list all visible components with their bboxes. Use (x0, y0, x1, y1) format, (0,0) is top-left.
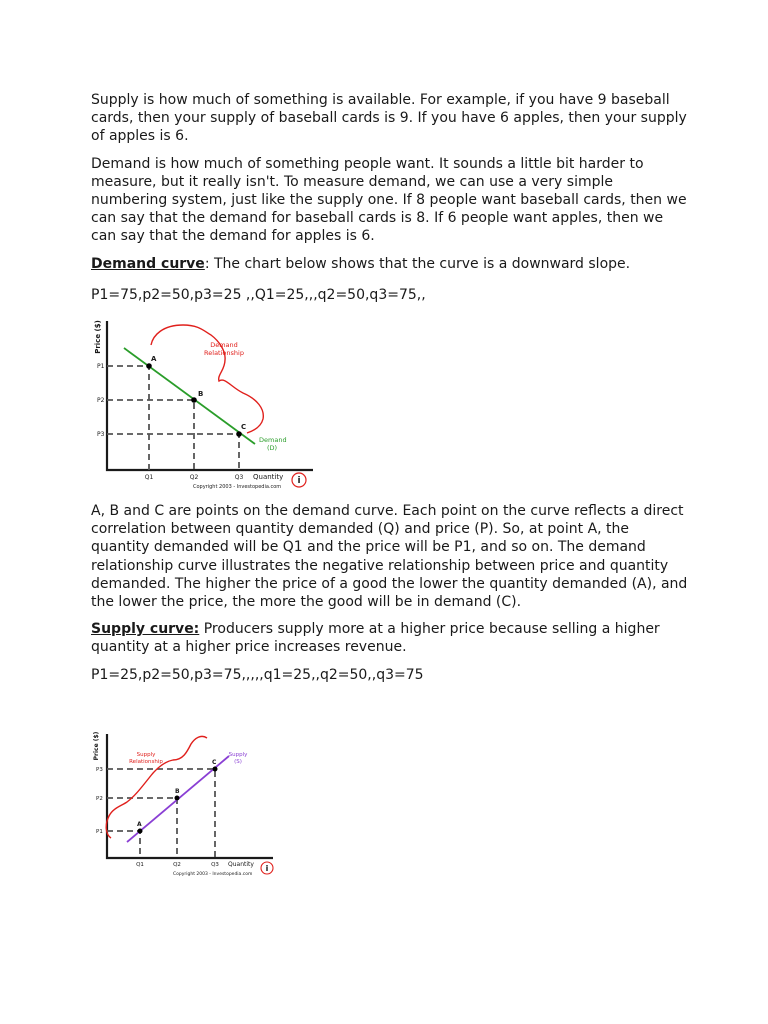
supply-axes (107, 734, 273, 858)
paragraph-demand-definition: Demand is how much of something people want. It sounds a little bit harder to measure, but it really isn't. To measure demand, we can use a very simple numbering system, just like the supply one. If 8 people want baseball cards, then we can say that the demand for baseball cards is 8. If 6 people want apples, then we can say that the demand for apples is 6. (91, 155, 687, 245)
demand-curve-figure (91, 315, 321, 499)
supply-point-c (213, 767, 218, 772)
supply-tick-p3: P3 (96, 767, 103, 773)
demand-tick-q1: Q1 (144, 474, 154, 481)
supply-tick-p2: P2 (96, 796, 103, 802)
demand-relationship-label-2: Relationship (204, 349, 244, 357)
supply-point-c-label: C (212, 759, 217, 766)
supply-curve-label-2: (S) (234, 759, 242, 765)
investopedia-logo-glyph-2: i (265, 864, 269, 873)
supply-x-axis-label: Quantity (228, 861, 254, 868)
supply-relationship-label-2: Relationship (129, 759, 163, 765)
paragraph-demand-values: P1=75,p2=50,p3=25 ,,Q1=25,,,q2=50,q3=75,, (91, 286, 426, 303)
lower-text-block (91, 502, 691, 693)
supply-curve-chart (91, 730, 291, 880)
supply-curve-label-1: Supply (228, 752, 248, 758)
demand-curve-label-2: (D) (267, 444, 278, 452)
supply-point-b-label: B (175, 788, 180, 795)
demand-point-a-label: A (151, 355, 157, 363)
demand-x-axis-label: Quantity (253, 473, 284, 481)
investopedia-logo-glyph: i (297, 476, 301, 486)
demand-guide-b (107, 400, 194, 470)
demand-curve-chart (91, 315, 321, 495)
supply-tick-q1: Q1 (136, 862, 144, 868)
demand-guide-c (107, 434, 239, 470)
demand-y-axis-label: Price ($) (94, 320, 102, 354)
supply-curve-figure (91, 730, 291, 884)
demand-copyright: Copyright 2003 - Investopedia.com (193, 484, 282, 490)
demand-tick-p2: P2 (97, 397, 105, 404)
demand-point-c (236, 431, 242, 437)
demand-curve-text: : The chart below shows that the curve is a downward slope. (204, 255, 631, 272)
paragraph-supply-curve (91, 620, 691, 656)
paragraph-supply-values: P1=25,p2=50,p3=75,,,,,q1=25,,q2=50,,q3=75 (91, 666, 424, 683)
supply-point-a (138, 829, 143, 834)
demand-point-b (191, 397, 197, 403)
supply-curve-heading: Supply curve: (91, 621, 200, 638)
supply-point-b (175, 796, 180, 801)
demand-line (124, 348, 255, 444)
paragraph-demand-curve (91, 255, 691, 273)
demand-tick-q3: Q3 (234, 474, 244, 481)
demand-tick-p3: P3 (97, 431, 105, 438)
supply-relationship-label-1: Supply (136, 752, 156, 758)
supply-tick-p1: P1 (96, 829, 103, 835)
supply-y-axis-label: Price ($) (93, 731, 100, 761)
demand-curve-label-1: Demand (259, 436, 287, 444)
demand-point-c-label: C (241, 423, 247, 431)
demand-relationship-brace (151, 325, 263, 433)
document-body (91, 91, 691, 877)
demand-curve-heading: Demand curve (91, 255, 205, 272)
supply-tick-q2: Q2 (173, 862, 181, 868)
supply-copyright: Copyright 2003 - Investopedia.com (173, 872, 253, 877)
supply-tick-q3: Q3 (211, 862, 219, 868)
paragraph-demand-explanation: A, B and C are points on the demand curve. Each point on the curve reflects a direct correlation between quantity demanded (Q) and price (P). So, at point A, the quantity demanded will be Q1 and the price will be P1, and so on. The demand relationship curve illustrates the negative relationship between price and quantity demanded. The higher the price of a good the lower the quantity demanded (A), and the lower the price, the more the good will be in demand (C). (91, 503, 688, 611)
supply-point-a-label: A (137, 821, 142, 828)
demand-point-b-label: B (198, 390, 204, 398)
demand-guide-a (107, 366, 149, 470)
demand-point-a (146, 363, 152, 369)
paragraph-supply-definition: Supply is how much of something is available. For example, if you have 9 baseball cards, then your supply of baseball cards is 9. If you have 6 apples, then your supply of apples is 6. (91, 92, 687, 145)
demand-tick-p1: P1 (97, 363, 105, 370)
demand-relationship-label-1: Demand (210, 341, 238, 349)
demand-tick-q2: Q2 (189, 474, 199, 481)
supply-curve-text: Producers supply more at a higher price because selling a higher quantity at a higher price increases revenue. (91, 621, 660, 656)
